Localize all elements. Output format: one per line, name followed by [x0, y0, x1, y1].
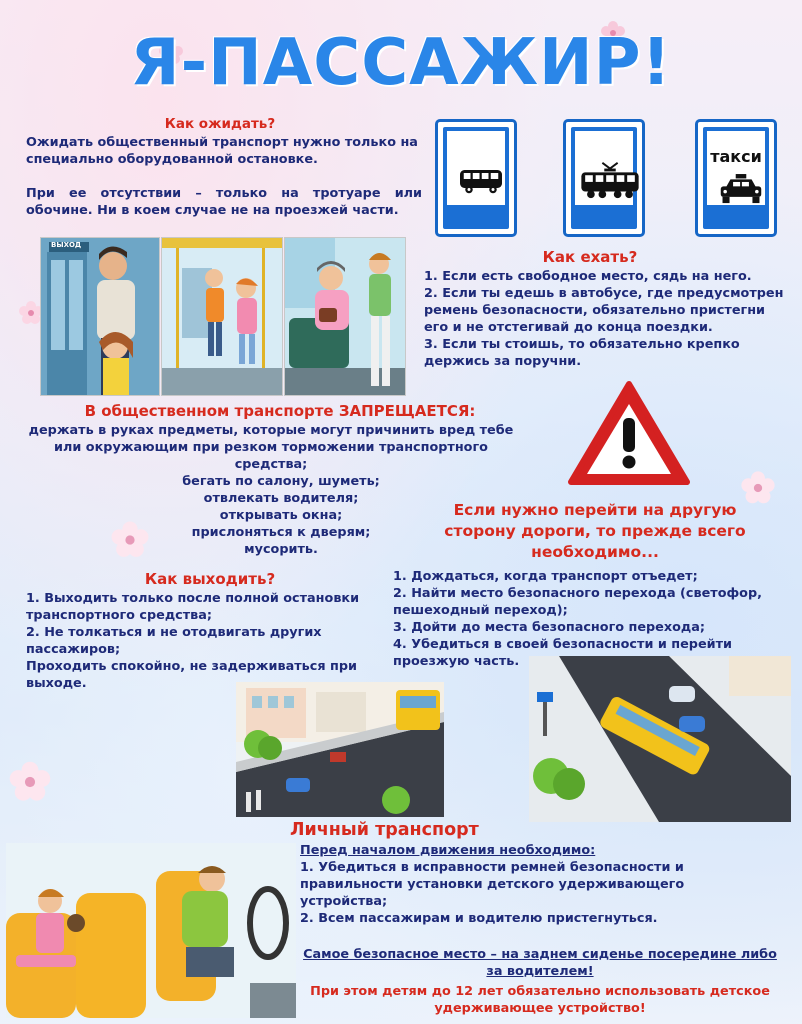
page-title: Я-ПАССАЖИР!: [130, 26, 672, 100]
ride-list: [424, 268, 784, 370]
list-item: 3. Если ты стоишь, то обязательно крепко держись за поручни.: [424, 337, 740, 369]
door-sign: ВЫХОД: [51, 241, 82, 249]
exit-heading: Как выходить?: [144, 570, 276, 588]
list-item: 1. Убедиться в исправности ремней безопасности и правильности установки детского удерживающего устройства;: [300, 860, 685, 909]
list-item: 2. Найти место безопасного перехода (светофор, пешеходный переход);: [393, 586, 762, 618]
list-item: 2. Не толкаться и не отодвигать других пассажиров;: [26, 625, 322, 657]
list-item: 1. Дождаться, когда транспорт отъедет;: [393, 569, 698, 584]
safest-seat-note: Самое безопасное место – на заднем сиденье посередине либо за водителем!: [303, 947, 777, 979]
list-item: держать в руках предметы, которые могут причинить вред тебе или окружающим при резком торможении транспортного средства;: [28, 423, 514, 472]
tram-icon: [579, 159, 641, 201]
exit-list: [26, 590, 386, 692]
illustration-bus-stop-crossing: [529, 656, 791, 822]
list-item: 1. Выходить только после полной остановки транспортного средства;: [26, 591, 360, 623]
list-item: Проходить спокойно, не задерживаться при выходе.: [26, 659, 357, 691]
wait-paragraph: При ее отсутствии – только на тротуаре или обочине. Ни в коем случае не на проезжей части.: [26, 186, 422, 218]
forbidden-heading: В общественном транспорте ЗАПРЕЩАЕТСЯ:: [84, 402, 476, 420]
ride-heading: Как ехать?: [542, 248, 638, 266]
blossom-icon: [8, 760, 52, 804]
wait-text: [26, 134, 422, 219]
cross-heading: Если нужно перейти на другую сторону дороги, то прежде всего необходимо...: [444, 501, 746, 561]
list-item: 2. Всем пассажирам и водителю пристегнуться.: [300, 911, 658, 926]
list-item: 4. Убедиться в своей безопасности и перейти проезжую часть.: [393, 637, 732, 669]
list-item: прислоняться к дверям;: [191, 525, 371, 540]
bus-icon: [453, 167, 509, 197]
list-item: бегать по салону, шуметь;: [182, 474, 380, 489]
bus-stop-sign: [435, 119, 517, 237]
illustration-standing-passengers: [161, 237, 283, 396]
child-seat-note: При этом детям до 12 лет обязательно использовать детское удерживающее устройство!: [310, 984, 770, 1016]
cross-list: [393, 568, 763, 670]
illustration-seated-passenger: [284, 237, 406, 396]
list-item: отвлекать водителя;: [203, 491, 359, 506]
taxi-label: такси: [710, 147, 762, 166]
list-item: мусорить.: [244, 542, 318, 557]
taxi-stop-sign: [695, 119, 777, 237]
list-item: 1. Если есть свободное место, сядь на него.: [424, 269, 752, 284]
list-item: 2. Если ты едешь в автобусе, где предусмотрен ремень безопасности, обязательно пристегни его и не отстегивай до конца поездки.: [424, 286, 784, 335]
illustration-bus-door: [40, 237, 160, 396]
list-item: открывать окна;: [219, 508, 343, 523]
illustration-car-interior: [6, 843, 296, 1018]
wait-heading: Как ожидать?: [164, 116, 276, 132]
personal-intro: Перед началом движения необходимо:: [300, 843, 596, 858]
personal-text: [300, 842, 720, 927]
list-item: 3. Дойти до места безопасного перехода;: [393, 620, 705, 635]
wait-paragraph: Ожидать общественный транспорт нужно только на специально оборудованной остановке.: [26, 135, 418, 167]
taxi-car-icon: [719, 173, 763, 205]
illustration-street-crossing: [236, 682, 444, 817]
tram-stop-sign: [563, 119, 645, 237]
personal-heading: Личный транспорт: [290, 820, 479, 840]
warning-sign-icon: [565, 378, 693, 488]
